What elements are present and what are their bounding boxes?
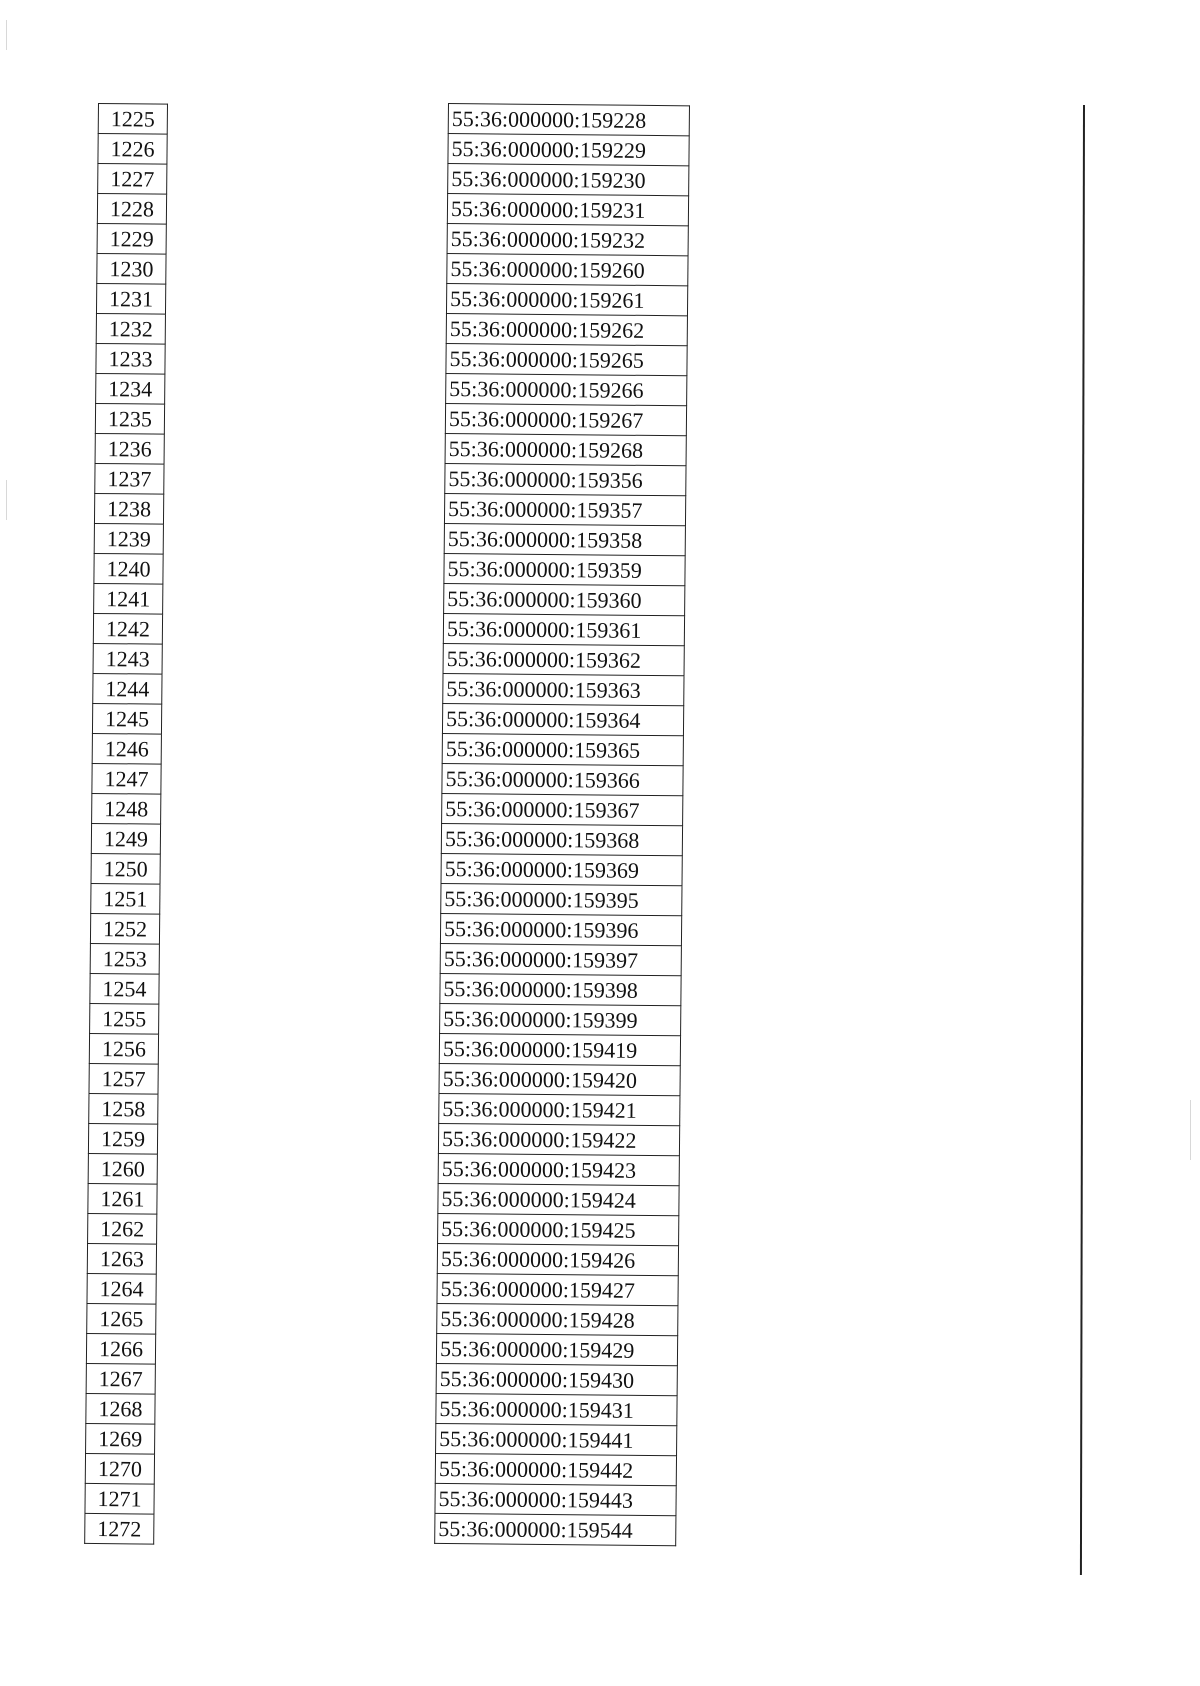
- row-number-cell: 1252: [90, 913, 159, 944]
- cadastral-number-cell: 55:36:000000:159428: [437, 1303, 678, 1335]
- cadastral-number-cell: 55:36:000000:159260: [447, 253, 688, 285]
- table-row: [447, 223, 688, 255]
- table-row: [448, 164, 689, 196]
- row-number-cell: 1234: [96, 373, 165, 404]
- cadastral-number-cell: 55:36:000000:159261: [446, 283, 687, 315]
- table-row: [87, 1243, 156, 1274]
- table-row: [438, 1183, 679, 1215]
- cadastral-number-cell: 55:36:000000:159429: [436, 1333, 677, 1365]
- table-row: [90, 913, 159, 944]
- row-number-column: [84, 103, 168, 1545]
- table-row: [443, 673, 684, 705]
- cadastral-number-cell: 55:36:000000:159443: [435, 1483, 676, 1515]
- row-number-cell: 1258: [89, 1093, 158, 1124]
- table-row: [448, 104, 689, 136]
- row-number-cell: 1268: [86, 1393, 155, 1424]
- cadastral-number-cell: 55:36:000000:159419: [439, 1033, 680, 1065]
- table-row: [444, 493, 685, 525]
- cadastral-number-cell: 55:36:000000:159425: [438, 1213, 679, 1245]
- row-number-cell: 1240: [94, 553, 163, 584]
- cadastral-number-cell: 55:36:000000:159544: [435, 1513, 676, 1545]
- cadastral-number-cell: 55:36:000000:159266: [446, 373, 687, 405]
- table-row: [441, 853, 682, 885]
- cadastral-number-cell: 55:36:000000:159442: [435, 1453, 676, 1485]
- row-number-cell: 1249: [91, 823, 160, 854]
- table-row: [90, 1003, 159, 1034]
- table-row: [89, 1093, 158, 1124]
- cadastral-number-cell: 55:36:000000:159420: [439, 1063, 680, 1095]
- table-row: [95, 433, 164, 464]
- table-row: [91, 883, 160, 914]
- row-number-cell: 1239: [94, 523, 163, 554]
- cadastral-number-cell: 55:36:000000:159363: [443, 673, 684, 705]
- row-number-cell: 1228: [97, 194, 166, 225]
- cadastral-number-cell: 55:36:000000:159441: [436, 1423, 677, 1455]
- table-row: [95, 463, 164, 494]
- table-row: [436, 1363, 677, 1395]
- scan-edge-mark: [6, 480, 7, 520]
- table-row: [437, 1243, 678, 1275]
- row-number-cell: 1255: [90, 1003, 159, 1034]
- cadastral-number-column: [434, 103, 690, 1546]
- cadastral-number-cell: 55:36:000000:159229: [448, 134, 689, 166]
- table-row: [94, 583, 163, 614]
- table-row: [445, 463, 686, 495]
- table-row: [85, 1453, 154, 1484]
- table-row: [87, 1303, 156, 1334]
- table-row: [438, 1153, 679, 1185]
- row-number-cell: 1256: [89, 1033, 158, 1064]
- table-row: [448, 134, 689, 166]
- row-number-cell: 1271: [85, 1483, 154, 1514]
- table-row: [88, 1183, 157, 1214]
- table-row: [447, 194, 688, 226]
- cadastral-number-cell: 55:36:000000:159357: [444, 493, 685, 525]
- cadastral-number-cell: 55:36:000000:159368: [441, 823, 682, 855]
- table-row: [438, 1123, 679, 1155]
- table-row: [86, 1423, 155, 1454]
- table-row: [437, 1273, 678, 1305]
- cadastral-number-cell: 55:36:000000:159426: [437, 1243, 678, 1275]
- table-row: [442, 703, 683, 735]
- table-row: [447, 253, 688, 285]
- table-row: [90, 973, 159, 1004]
- cadastral-number-cell: 55:36:000000:159369: [441, 853, 682, 885]
- table-row: [98, 164, 167, 195]
- cadastral-number-cell: 55:36:000000:159262: [446, 313, 687, 345]
- table-row: [439, 1093, 680, 1125]
- table-row: [91, 823, 160, 854]
- table-row: [437, 1303, 678, 1335]
- cadastral-number-cell: 55:36:000000:159359: [444, 553, 685, 585]
- cadastral-number-cell: 55:36:000000:159265: [446, 343, 687, 375]
- cadastral-number-cell: 55:36:000000:159231: [447, 194, 688, 226]
- table-row: [93, 613, 162, 644]
- table-row: [92, 763, 161, 794]
- cadastral-number-cell: 55:36:000000:159431: [436, 1393, 677, 1425]
- table-row: [88, 1153, 157, 1184]
- row-number-cell: 1233: [96, 343, 165, 374]
- table-row: [94, 523, 163, 554]
- table-row: [97, 253, 166, 284]
- row-number-cell: 1254: [90, 973, 159, 1004]
- cadastral-number-cell: 55:36:000000:159356: [445, 463, 686, 495]
- cadastral-number-cell: 55:36:000000:159267: [445, 403, 686, 435]
- table-row: [435, 1483, 676, 1515]
- row-number-cell: 1267: [86, 1363, 155, 1394]
- table-row: [444, 583, 685, 615]
- table-row: [445, 433, 686, 465]
- table-row: [86, 1363, 155, 1394]
- cadastral-number-cell: 55:36:000000:159422: [438, 1123, 679, 1155]
- cadastral-number-cell: 55:36:000000:159358: [444, 523, 685, 555]
- table-row: [96, 373, 165, 404]
- table-row: [443, 643, 684, 675]
- table-row: [97, 223, 166, 254]
- row-number-cell: 1263: [87, 1243, 156, 1274]
- table-row: [98, 134, 167, 165]
- row-number-cell: 1262: [88, 1213, 157, 1244]
- row-number-cell: 1243: [93, 643, 162, 674]
- table-row: [435, 1453, 676, 1485]
- cadastral-number-cell: 55:36:000000:159366: [442, 763, 683, 795]
- row-number-cell: 1270: [85, 1453, 154, 1484]
- table-row: [96, 343, 165, 374]
- table-row: [98, 104, 167, 135]
- cadastral-number-cell: 55:36:000000:159232: [447, 223, 688, 255]
- scan-edge-mark: [6, 20, 7, 50]
- cadastral-number-cell: 55:36:000000:159362: [443, 643, 684, 675]
- table-row: [86, 1393, 155, 1424]
- table-row: [436, 1393, 677, 1425]
- row-number-cell: 1235: [95, 403, 164, 434]
- table-row: [85, 1483, 154, 1514]
- row-number-cell: 1265: [87, 1303, 156, 1334]
- row-number-list: [85, 104, 168, 1545]
- row-number-cell: 1272: [85, 1513, 154, 1544]
- cadastral-number-cell: 55:36:000000:159423: [438, 1153, 679, 1185]
- row-number-cell: 1264: [87, 1273, 156, 1304]
- cadastral-number-cell: 55:36:000000:159396: [440, 913, 681, 945]
- row-number-cell: 1237: [95, 463, 164, 494]
- table-row: [87, 1273, 156, 1304]
- cadastral-number-cell: 55:36:000000:159360: [444, 583, 685, 615]
- table-row: [95, 403, 164, 434]
- table-row: [439, 1063, 680, 1095]
- table-row: [440, 943, 681, 975]
- row-number-cell: 1248: [92, 793, 161, 824]
- cadastral-number-cell: 55:36:000000:159424: [438, 1183, 679, 1215]
- row-number-cell: 1253: [90, 943, 159, 974]
- table-row: [440, 973, 681, 1005]
- cadastral-number-cell: 55:36:000000:159228: [448, 104, 689, 136]
- cadastral-number-cell: 55:36:000000:159397: [440, 943, 681, 975]
- row-number-cell: 1236: [95, 433, 164, 464]
- table-row: [88, 1123, 157, 1154]
- row-number-cell: 1242: [93, 613, 162, 644]
- table-row: [442, 793, 683, 825]
- cadastral-number-cell: 55:36:000000:159268: [445, 433, 686, 465]
- table-row: [96, 313, 165, 344]
- row-number-cell: 1231: [96, 283, 165, 314]
- row-number-cell: 1244: [93, 673, 162, 704]
- row-number-cell: 1259: [88, 1123, 157, 1154]
- table-row: [441, 823, 682, 855]
- row-number-cell: 1238: [94, 493, 163, 524]
- table-row: [94, 493, 163, 524]
- table-row: [436, 1423, 677, 1455]
- table-row: [443, 613, 684, 645]
- row-number-cell: 1227: [98, 164, 167, 195]
- table-row: [442, 733, 683, 765]
- row-number-cell: 1269: [86, 1423, 155, 1454]
- row-number-cell: 1225: [98, 104, 167, 135]
- cadastral-number-cell: 55:36:000000:159421: [439, 1093, 680, 1125]
- table-row: [439, 1033, 680, 1065]
- table-row: [93, 643, 162, 674]
- cadastral-number-cell: 55:36:000000:159230: [448, 164, 689, 196]
- row-number-cell: 1245: [92, 703, 161, 734]
- cadastral-number-cell: 55:36:000000:159399: [440, 1003, 681, 1035]
- table-row: [85, 1513, 154, 1544]
- table-row: [88, 1213, 157, 1244]
- cadastral-number-cell: 55:36:000000:159430: [436, 1363, 677, 1395]
- table-row: [446, 313, 687, 345]
- row-number-cell: 1247: [92, 763, 161, 794]
- table-row: [435, 1513, 676, 1545]
- table-row: [89, 1033, 158, 1064]
- table-row: [444, 553, 685, 585]
- table-row: [440, 913, 681, 945]
- table-row: [438, 1213, 679, 1245]
- table-row: [90, 943, 159, 974]
- cadastral-number-list: [435, 104, 690, 1546]
- row-number-cell: 1266: [86, 1333, 155, 1364]
- table-row: [96, 283, 165, 314]
- row-number-cell: 1260: [88, 1153, 157, 1184]
- row-number-cell: 1257: [89, 1063, 158, 1094]
- table-row: [91, 853, 160, 884]
- row-number-cell: 1261: [88, 1183, 157, 1214]
- table-row: [446, 283, 687, 315]
- table-row: [441, 883, 682, 915]
- table-row: [445, 403, 686, 435]
- cadastral-number-cell: 55:36:000000:159395: [441, 883, 682, 915]
- row-number-cell: 1226: [98, 134, 167, 165]
- table-row: [92, 703, 161, 734]
- cadastral-number-cell: 55:36:000000:159427: [437, 1273, 678, 1305]
- table-row: [444, 523, 685, 555]
- row-number-cell: 1230: [97, 253, 166, 284]
- cadastral-number-cell: 55:36:000000:159367: [442, 793, 683, 825]
- table-row: [446, 343, 687, 375]
- table-row: [440, 1003, 681, 1035]
- cadastral-number-cell: 55:36:000000:159364: [442, 703, 683, 735]
- table-row: [97, 194, 166, 225]
- cadastral-number-cell: 55:36:000000:159365: [442, 733, 683, 765]
- table-row: [442, 763, 683, 795]
- table-row: [93, 673, 162, 704]
- row-number-cell: 1250: [91, 853, 160, 884]
- table-row: [94, 553, 163, 584]
- row-number-cell: 1246: [92, 733, 161, 764]
- table-row: [446, 373, 687, 405]
- right-border-line: [1080, 105, 1085, 1575]
- table-row: [92, 733, 161, 764]
- row-number-cell: 1251: [91, 883, 160, 914]
- scan-edge-mark: [1190, 1100, 1191, 1160]
- row-number-cell: 1229: [97, 223, 166, 254]
- table-row: [89, 1063, 158, 1094]
- table-row: [92, 793, 161, 824]
- row-number-cell: 1232: [96, 313, 165, 344]
- table-row: [436, 1333, 677, 1365]
- row-number-cell: 1241: [94, 583, 163, 614]
- cadastral-number-cell: 55:36:000000:159398: [440, 973, 681, 1005]
- table-row: [86, 1333, 155, 1364]
- cadastral-number-cell: 55:36:000000:159361: [443, 613, 684, 645]
